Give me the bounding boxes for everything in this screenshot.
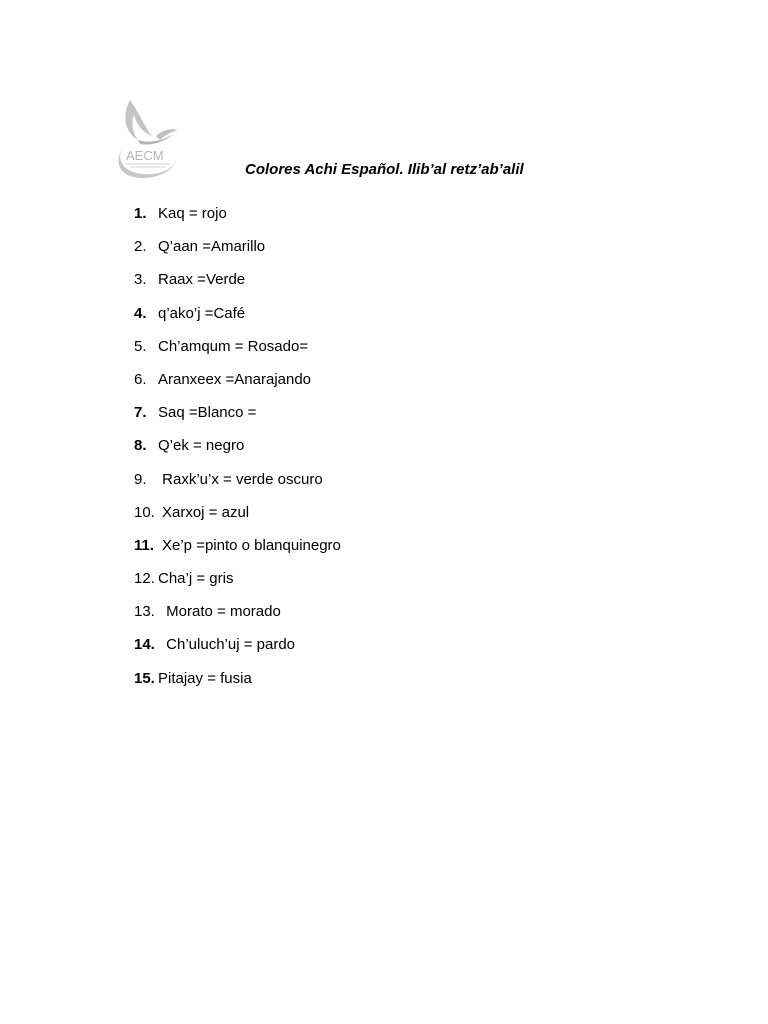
logo-text: AECM [126, 148, 164, 163]
item-number: 5. [134, 337, 147, 355]
list-item [134, 204, 341, 237]
item-text: Morato = morado [162, 603, 281, 621]
list-item [134, 304, 341, 337]
list-item [134, 635, 341, 668]
list-item [134, 536, 341, 569]
item-text: Kaq = rojo [158, 205, 227, 222]
list-item [134, 337, 341, 370]
page-title: Colores Achi Español. Ilib’al retz’ab’alil [245, 161, 524, 178]
item-text: Xe’p =pinto o blanquinegro [162, 536, 341, 554]
item-number: 2. [134, 238, 147, 256]
item-text: Pitajay = fusia [158, 669, 252, 687]
list-item [134, 270, 341, 303]
list-item [134, 503, 341, 536]
item-text: Q’aan =Amarillo [158, 238, 266, 256]
item-text: Xarxoj = azul [162, 503, 250, 521]
list-item [134, 370, 341, 403]
item-number: 9. [134, 470, 147, 488]
aecm-logo [112, 96, 186, 182]
item-text: Saq =Blanco = [158, 404, 257, 422]
item-number: 7. [134, 404, 147, 422]
item-text: Q’ek = negro [158, 437, 245, 455]
list-item [134, 237, 341, 270]
item-text: Raax =Verde [158, 271, 246, 289]
bird-logo-icon [112, 96, 186, 182]
item-number: 6. [134, 370, 147, 388]
item-number: 1. [134, 205, 147, 222]
list-item [134, 669, 341, 702]
item-text: Ch’amqum = Rosado= [158, 337, 309, 355]
color-list [134, 204, 341, 702]
item-text: Aranxeex =Anarajando [158, 370, 312, 388]
item-number: 8. [134, 437, 147, 455]
item-text: Raxk’u’x = verde oscuro [158, 470, 323, 488]
item-text: Cha’j = gris [158, 570, 234, 588]
item-number: 4. [134, 304, 147, 322]
item-number: 14. [134, 636, 155, 654]
item-text: Ch’uluch’uj = pardo [162, 636, 296, 654]
item-number: 15. [134, 669, 155, 687]
list-item [134, 436, 341, 469]
item-text: q’ako’j =Café [158, 304, 246, 322]
list-item [134, 470, 341, 503]
item-number: 12. [134, 570, 155, 588]
list-item [134, 602, 341, 635]
item-number: 13. [134, 603, 155, 621]
item-number: 10. [134, 503, 155, 521]
list-item [134, 403, 341, 436]
list-item [134, 569, 341, 602]
item-number: 3. [134, 271, 147, 289]
item-number: 11. [134, 536, 155, 554]
